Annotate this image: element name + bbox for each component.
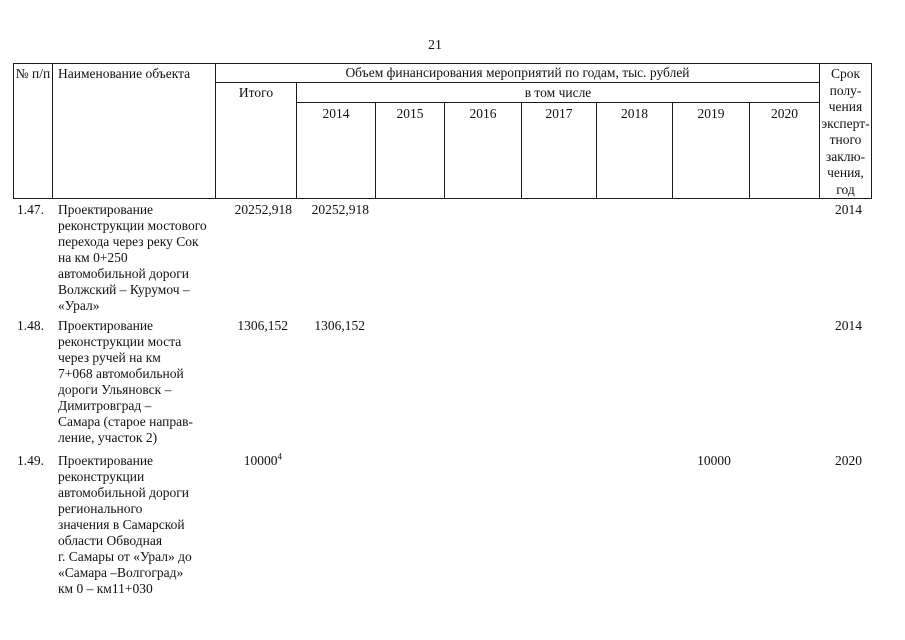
row-2-name: Проектирование реконструкции моста через ручей на км 7+068 автомобильной дороги Ульяновск – Димитровград – Самара (старое направ- ление, участок 2) — [58, 318, 194, 445]
header-year-2019: 2019 — [697, 106, 725, 121]
row-1-term: 2014 — [835, 202, 862, 217]
row-3-num: 1.49. — [17, 453, 44, 468]
row-2-total: 1306,152 — [237, 318, 288, 333]
row-2-term: 2014 — [835, 318, 862, 333]
row-3-name: Проектирование реконструкции автомобильной дороги регионального значения в Самарской области Обводная г. Самары от «Урал» до «Самара –Волгоград» км 0 – км11+030 — [58, 453, 192, 596]
header-term: Срок полу- чения эксперт- тного заклю- чения, год — [821, 66, 870, 197]
row-3-total: 10000 — [243, 453, 278, 468]
header-name: Наименование объекта — [58, 66, 191, 81]
header-including: в том числе — [524, 85, 592, 100]
row-2-2014: 1306,152 — [314, 318, 365, 333]
row-3-total-cell — [216, 453, 282, 469]
header-num: № п/п — [15, 66, 51, 81]
header-year-2015: 2015 — [396, 106, 424, 121]
row-1-num: 1.47. — [17, 202, 44, 217]
row-2-num: 1.48. — [17, 318, 44, 333]
row-3-term: 2020 — [835, 453, 862, 468]
row-1-2014: 20252,918 — [311, 202, 369, 217]
row-3-2019: 10000 — [697, 453, 731, 468]
page-number: 21 — [428, 38, 442, 53]
header-year-2018: 2018 — [621, 106, 648, 121]
header-year-2017: 2017 — [545, 106, 573, 121]
row-1-name: Проектирование реконструкции мостового перехода через реку Сок на км 0+250 автомобильной дороги Волжский – Курумоч – «Урал» — [58, 202, 207, 313]
header-year-2016: 2016 — [469, 106, 497, 121]
header-year-2014: 2014 — [322, 106, 350, 121]
header-finance: Объем финансирования мероприятий по годам, тыс. рублей — [345, 65, 690, 80]
header-year-2020: 2020 — [771, 106, 798, 121]
header-total: Итого — [238, 85, 274, 100]
row-3-total-footnote: 4 — [277, 451, 282, 462]
row-1-total: 20252,918 — [234, 202, 292, 217]
